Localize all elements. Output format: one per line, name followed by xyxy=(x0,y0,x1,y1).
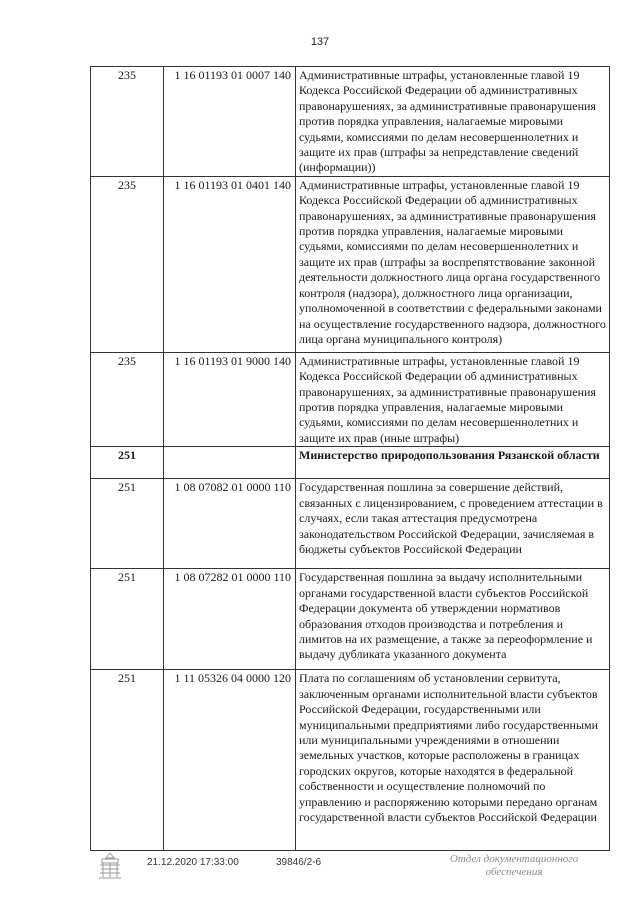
description: Административные штрафы, установленные главой 19 Кодекса Российской Федерации об административных правонарушениях, за административные правонарушения против порядка управления, налагаемые мировыми судьями, комиссиями по делам несовершеннолетних и защите их прав (штрафы за воспрепятствование законной деятельности должностного лица органа государственного контроля (надзора), должностного лица организации, уполномоченной в соответствии с федеральными законами на осуществление государственного надзора, должностного лица органа муниципального контроля) xyxy=(296,176,610,352)
revenue-code: 1 08 07282 01 0000 110 xyxy=(164,569,296,670)
stamp-line: обеспечения xyxy=(485,866,543,878)
table-row xyxy=(91,479,610,569)
table-row xyxy=(91,176,610,352)
table-row xyxy=(91,569,610,670)
admin-code: 235 xyxy=(91,176,164,352)
page-number: 137 xyxy=(310,36,330,48)
admin-code: 251 xyxy=(91,569,164,670)
ministry-name: Министерство природопользования Рязанской области xyxy=(296,447,610,479)
admin-code: 235 xyxy=(91,67,164,177)
revenue-code: 1 11 05326 04 0000 120 xyxy=(164,670,296,851)
table-row xyxy=(91,352,610,446)
table-row xyxy=(91,67,610,177)
stamp-line: Отдел документационного xyxy=(449,853,579,865)
footer-datetime: 21.12.2020 17:33:00 xyxy=(147,857,239,868)
ministry-row xyxy=(91,447,610,479)
emblem-icon xyxy=(96,851,124,881)
revenue-code: 1 16 01193 01 9000 140 xyxy=(164,352,296,446)
revenue-code: 1 16 01193 01 0401 140 xyxy=(164,176,296,352)
footer xyxy=(0,851,640,891)
description: Государственная пошлина за выдачу исполнительными органами государственной власти субъектов Российской Федерации документа об утверждении нормативов образования отходов производства и потребления и лимитов на их размещение, а также за переоформление и выдачу дубликата указанного документа xyxy=(296,569,610,670)
description: Административные штрафы, установленные главой 19 Кодекса Российской Федерации об административных правонарушениях, за административные правонарушения против порядка управления, налагаемые мировыми судьями, комиссиями по делам несовершеннолетних и защите их прав (штрафы за непредставление сведений (информации)) xyxy=(296,67,610,177)
revenue-code: 1 08 07082 01 0000 110 xyxy=(164,479,296,569)
revenue-table xyxy=(90,66,610,851)
department-stamp xyxy=(444,853,584,879)
admin-code: 251 xyxy=(91,670,164,851)
admin-code: 235 xyxy=(91,352,164,446)
admin-code: 251 xyxy=(91,447,164,479)
revenue-code: 1 16 01193 01 0007 140 xyxy=(164,67,296,177)
footer-doc-number: 39846/2-6 xyxy=(276,857,322,868)
description: Административные штрафы, установленные главой 19 Кодекса Российской Федерации об административных правонарушениях, за административные правонарушения против порядка управления, налагаемые мировыми судьями, комиссиями по делам несовершеннолетних и защите их прав (иные штрафы) xyxy=(296,352,610,446)
table-row xyxy=(91,670,610,851)
description: Государственная пошлина за совершение действий, связанных с лицензированием, с проведением аттестации в случаях, если такая аттестация предусмотрена законодательством Российской Федерации, зачисляемая в бюджеты субъектов Российской Федерации xyxy=(296,479,610,569)
revenue-code xyxy=(164,447,296,479)
admin-code: 251 xyxy=(91,479,164,569)
description: Плата по соглашениям об установлении сервитута, заключенным органами исполнительной власти субъектов Российской Федерации, государственными или муниципальными предприятиями либо государственными или муниципальными учреждениями в отношении земельных участков, которые расположены в границах городских округов, которые находятся в федеральной собственности и осуществление полномочий по управлению и распоряжению которыми передано органам государственной власти субъектов Российской Федерации xyxy=(296,670,610,851)
